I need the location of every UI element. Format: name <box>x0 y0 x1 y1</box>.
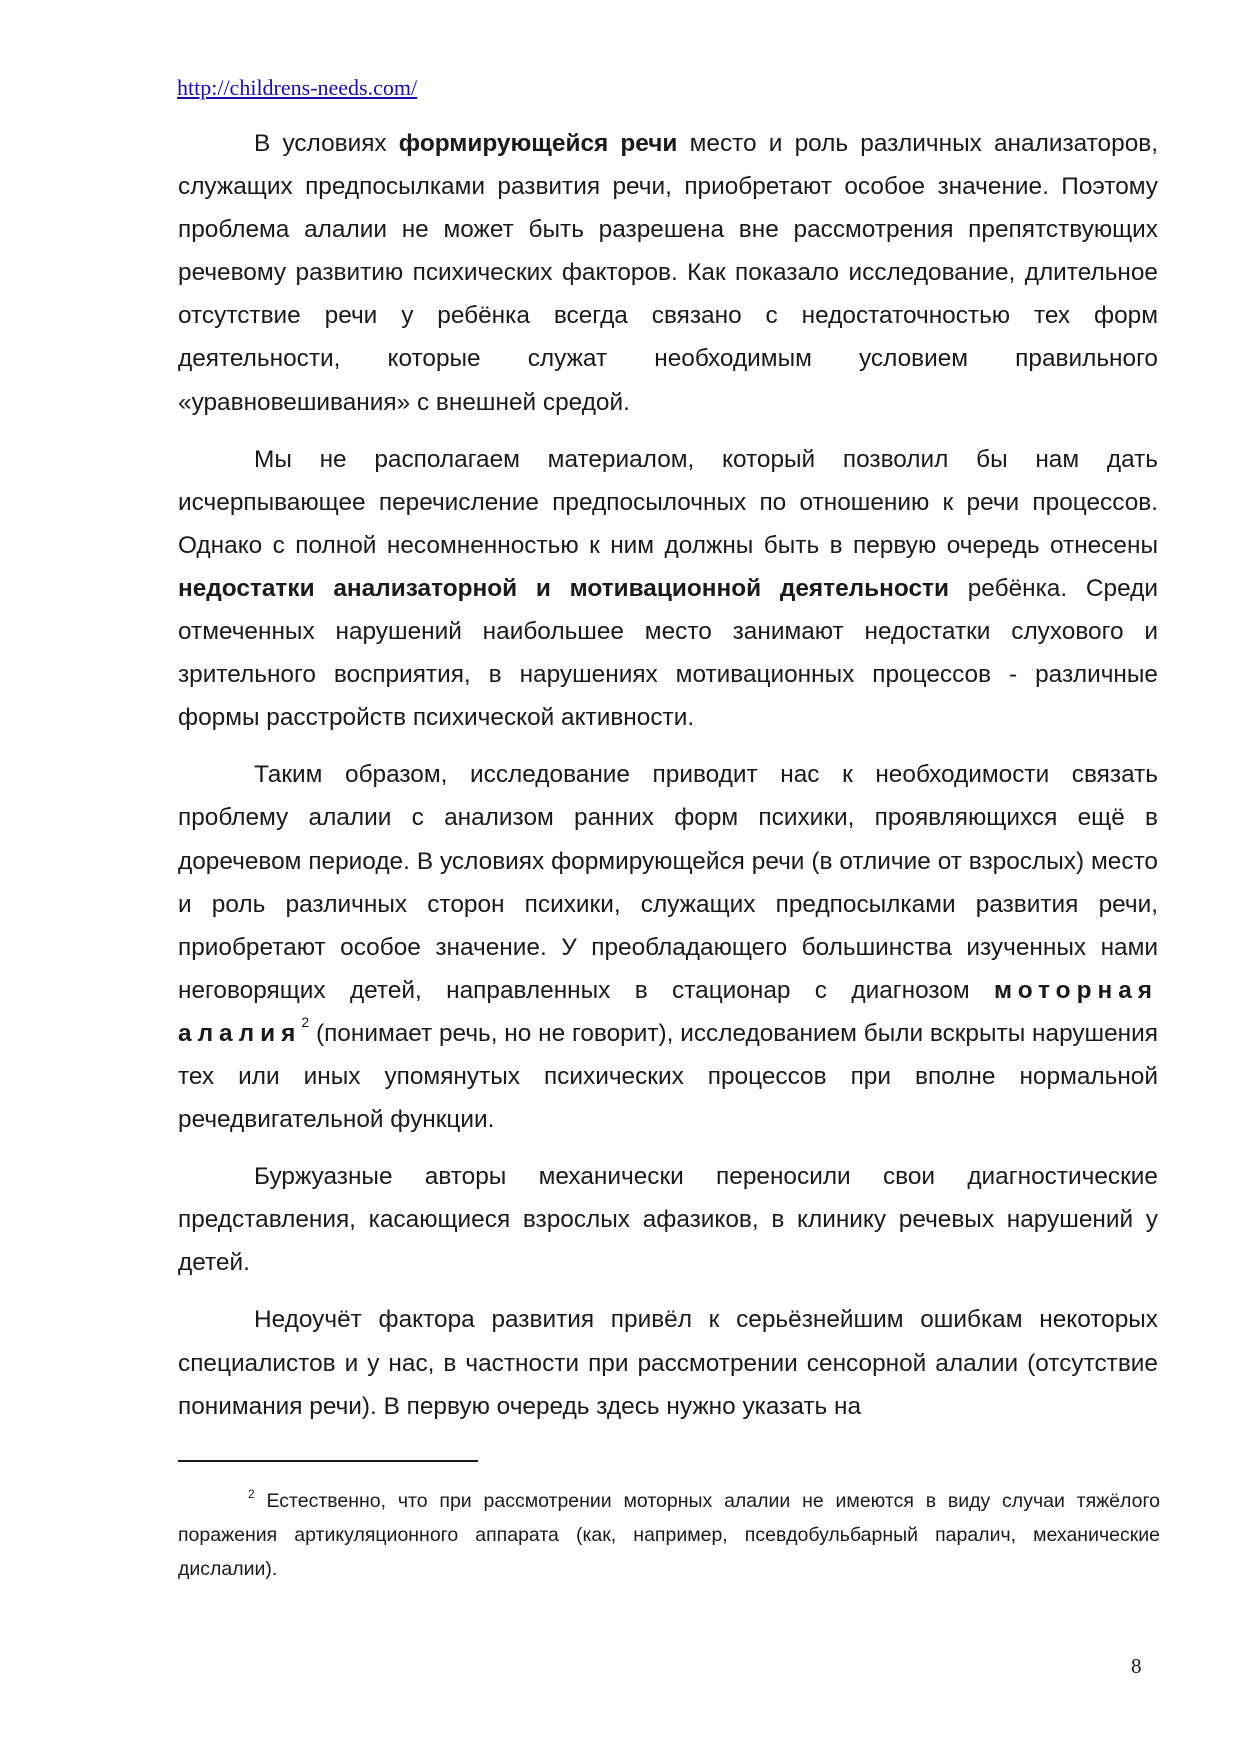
footnote: $^2$ Естественно, что при рассмотрении моторных алалии не имеются в виду случаи тяжёлого поражения артикуляционного аппарата (как, например, псевдобульбарный паралич, механические дислалии). <box>178 1487 1160 1580</box>
footnote-marker: 2 <box>248 1487 255 1501</box>
footnote-separator <box>178 1460 478 1462</box>
bold-phrase: формирующейся речи <box>398 130 678 157</box>
source-url-link[interactable]: http://childrens-needs.com/ <box>177 75 418 100</box>
paragraph-1: В условиях формирующейся речи место и роль различных анализаторов, служащих предпосылками развития речи, приобретают особое значение. Поэтому проблема алалии не может быть разрешена вне рассмотрения препятствующих речевому развитию психических факторов. Как показало исследование, длительное отсутствие речи у ребёнка всегда связано с недостаточностью тех форм деятельности, которые служат необходимым условием правильного «уравновешивания» с внешней средой. <box>178 130 1158 416</box>
footnote-reference[interactable]: 2 <box>301 1013 310 1030</box>
paragraph-2: Мы не располагаем материалом, который позволил бы нам дать исчерпывающее перечисление предпосылочных по отношению к речи процессов. Однако с полной несомненностью к ним должны быть в первую очередь отнесены недостатки анализаторной и мотивационной деятельности ребёнка. Среди отмеченных нарушений наибольшее место занимают недостатки слухового и зрительного восприятия, в нарушениях мотивационных процессов - различные формы расстройств психической активности. <box>178 445 1158 732</box>
page-number: 8 <box>1131 1654 1142 1678</box>
bold-phrase: недостатки анализаторной и мотивационной деятельности <box>178 574 949 602</box>
spaced-bold-term: моторная алалия <box>178 976 1158 1047</box>
document-body <box>178 122 1158 1442</box>
paragraph-5: Недоучёт фактора развития привёл к серьёзнейшим ошибкам некоторых специалистов и у нас, в частности при рассмотрении сенсорной алалии (отсутствие понимания речи). В первую очередь здесь нужно указать на <box>178 1306 1158 1420</box>
paragraph-3: Таким образом, исследование приводит нас к необходимости связать проблему алалии с анализом ранних форм психики, проявляющихся ещё в доречевом периоде. В условиях формирующейся речи (в отличие от взрослых) место и роль различных сторон психики, служащих предпосылками развития речи, приобретают особое значение. У преобладающего большинства изученных нами неговорящих детей, направленных в стационар с диагнозом моторная алалия$^2$ (понимает речь, но не говорит), исследованием были вскрыты нарушения тех или иных упомянутых психических процессов при вполне нормальной речедвигательной функции. <box>178 761 1158 1134</box>
paragraph-4: Буржуазные авторы механически переносили свои диагностические представления, касающиеся взрослых афазиков, в клинику речевых нарушений у детей. <box>178 1163 1158 1277</box>
